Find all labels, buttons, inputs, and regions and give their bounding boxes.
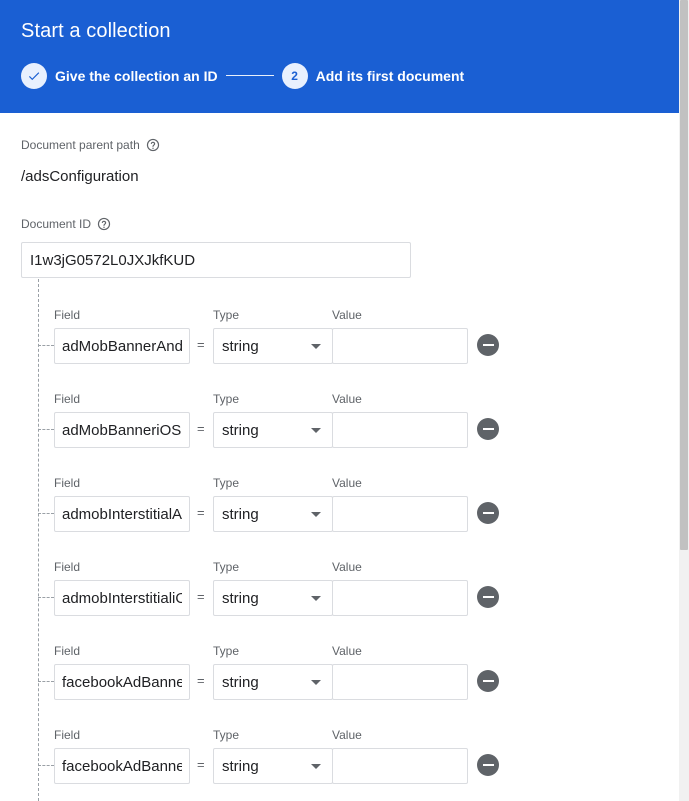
tree-branch-line [38,513,54,514]
minus-icon [483,596,494,598]
field-column-label: Field [54,392,81,406]
type-column-label: Type [213,392,240,406]
step-2-circle [282,63,308,89]
remove-field-button[interactable] [477,586,499,608]
step-connector [226,75,274,76]
field-row [0,308,679,392]
field-name-input[interactable] [54,412,190,448]
field-row [0,644,679,728]
field-row [0,728,679,801]
type-column-label: Type [213,644,240,658]
scrollbar-thumb[interactable] [680,0,688,550]
field-column-label: Field [54,644,81,658]
type-column-label: Type [213,476,240,490]
value-column-label: Value [332,644,362,658]
field-name-input[interactable] [54,664,190,700]
minus-icon [483,680,494,682]
field-column-label: Field [54,560,81,574]
document-id-label-row [21,217,111,231]
field-name-input[interactable] [54,580,190,616]
minus-icon [483,428,494,430]
dropdown-arrow-icon [311,512,321,517]
field-value-input[interactable] [332,664,468,700]
tree-branch-line [38,429,54,430]
equals-sign: = [197,673,205,688]
parent-path-label-row [21,138,160,152]
tree-branch-line [38,765,54,766]
remove-field-button[interactable] [477,334,499,356]
dropdown-arrow-icon [311,596,321,601]
type-select-value: string [222,505,259,523]
tree-branch-line [38,681,54,682]
step-1-label: Give the collection an ID [55,67,218,84]
dropdown-arrow-icon [311,344,321,349]
check-icon [27,69,41,83]
value-column-label: Value [332,560,362,574]
type-select[interactable] [213,496,333,532]
field-value-input[interactable] [332,412,468,448]
type-select-value: string [222,673,259,691]
type-select-value: string [222,421,259,439]
step-1-check-circle [21,63,47,89]
parent-path-value: /adsConfiguration [21,168,139,185]
help-icon[interactable] [97,217,111,231]
field-row [0,560,679,644]
field-value-input[interactable] [332,496,468,532]
tree-branch-line [38,345,54,346]
value-column-label: Value [332,308,362,322]
dropdown-arrow-icon [311,764,321,769]
value-column-label: Value [332,476,362,490]
type-select[interactable] [213,328,333,364]
type-select-value: string [222,589,259,607]
equals-sign: = [197,337,205,352]
dialog-header [0,0,679,113]
equals-sign: = [197,505,205,520]
type-select[interactable] [213,664,333,700]
field-name-input[interactable] [54,496,190,532]
minus-icon [483,344,494,346]
document-id-label: Document ID [21,217,92,231]
field-value-input[interactable] [332,580,468,616]
document-id-input[interactable] [21,242,411,278]
step-2-number: 2 [291,68,298,83]
dropdown-arrow-icon [311,428,321,433]
equals-sign: = [197,589,205,604]
dropdown-arrow-icon [311,680,321,685]
type-select[interactable] [213,580,333,616]
dialog-title: Start a collection [21,20,171,42]
value-column-label: Value [332,728,362,742]
field-value-input[interactable] [332,748,468,784]
field-value-input[interactable] [332,328,468,364]
tree-branch-line [38,597,54,598]
equals-sign: = [197,421,205,436]
field-name-input[interactable] [54,328,190,364]
type-column-label: Type [213,308,240,322]
field-name-input[interactable] [54,748,190,784]
help-icon[interactable] [146,138,160,152]
type-column-label: Type [213,728,240,742]
remove-field-button[interactable] [477,502,499,524]
type-select[interactable] [213,412,333,448]
type-select-value: string [222,337,259,355]
field-column-label: Field [54,728,81,742]
equals-sign: = [197,757,205,772]
remove-field-button[interactable] [477,670,499,692]
remove-field-button[interactable] [477,418,499,440]
value-column-label: Value [332,392,362,406]
field-column-label: Field [54,308,81,322]
step-2-label: Add its first document [315,67,465,84]
type-select[interactable] [213,748,333,784]
minus-icon [483,764,494,766]
field-row [0,476,679,560]
minus-icon [483,512,494,514]
remove-field-button[interactable] [477,754,499,776]
field-column-label: Field [54,476,81,490]
type-column-label: Type [213,560,240,574]
stepper [21,62,464,89]
parent-path-label: Document parent path [21,138,140,152]
field-row [0,392,679,476]
type-select-value: string [222,757,259,775]
